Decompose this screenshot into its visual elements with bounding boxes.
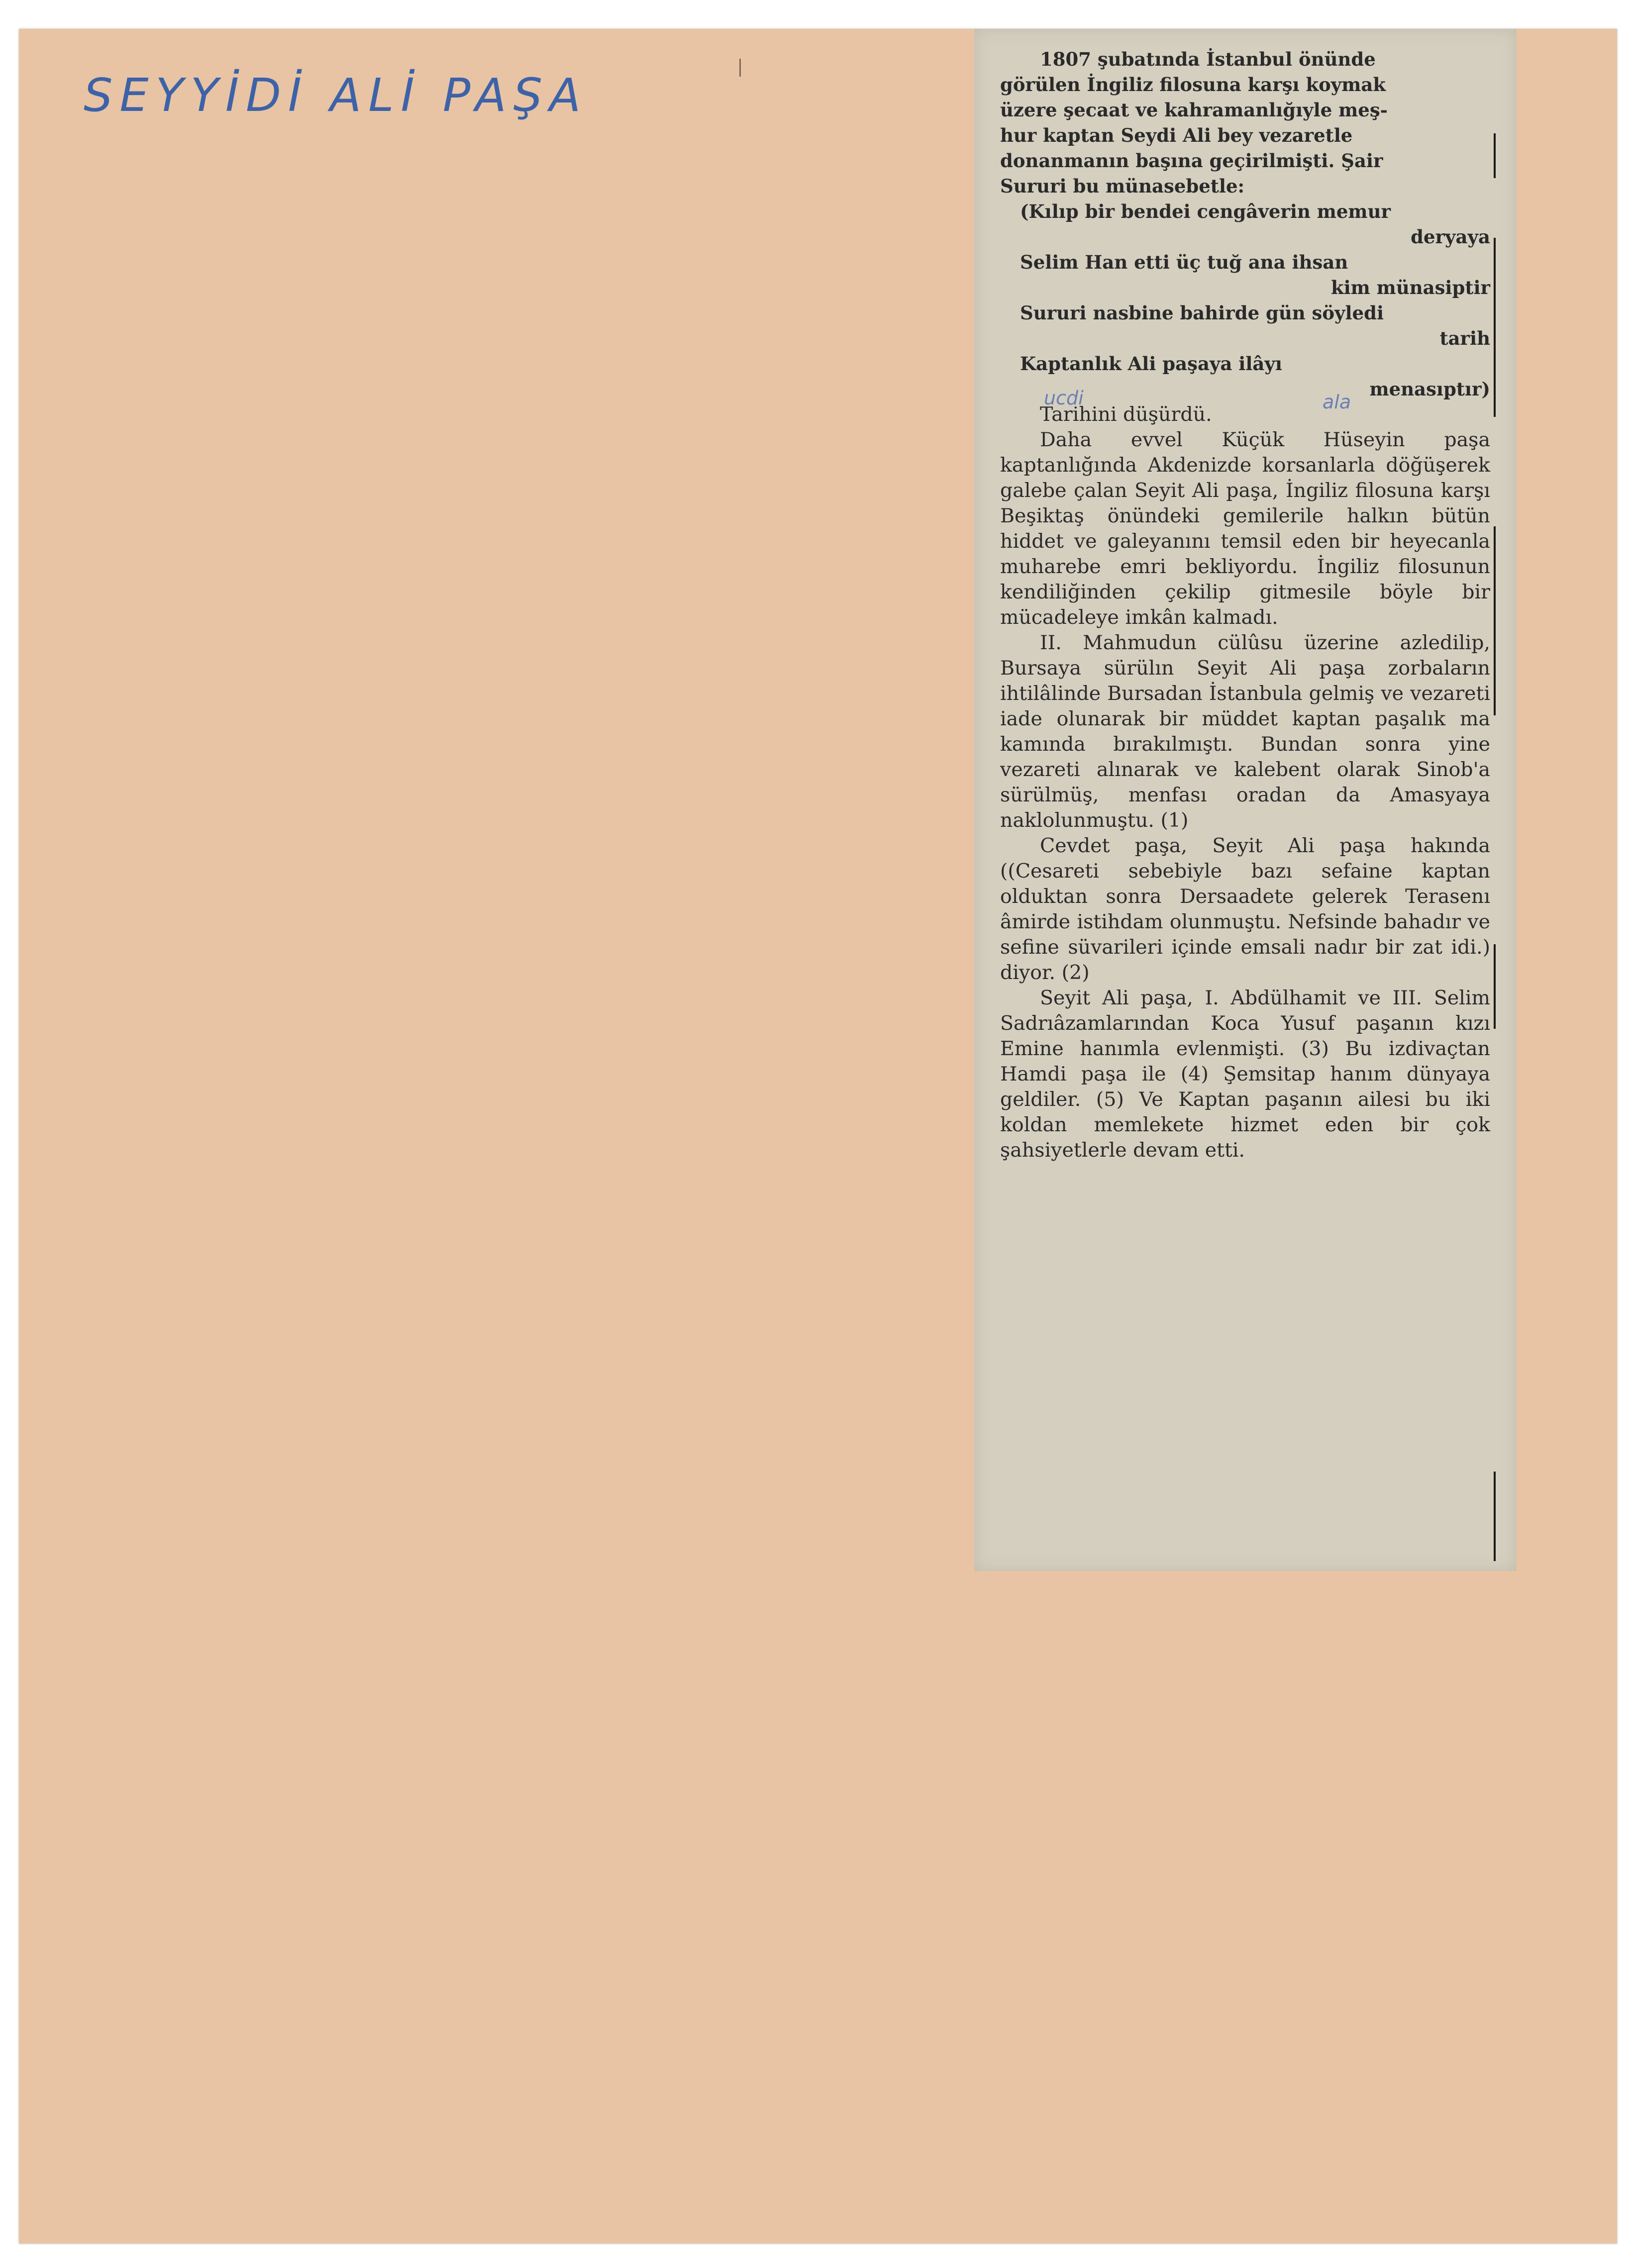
paragraph: Tarihini düşürdü. (1040, 403, 1212, 426)
verse-line: tarih (1439, 327, 1490, 349)
paragraph: II. Mahmudun cülûsu üzerine azledilip, Bursaya sürülın Seyit Ali paşa zorbaların ihtilâlinde Bursadan İstanbula gelmiş ve vezareti iade olunarak bir müddet kaptan paşalık ma kamında bırakılmıştı. Bundan sonra yine vezareti alınarak ve kalebent olarak Sinob'a sürülmüş, menfası oradan da Amasyaya naklolunmuştu. (1) (1000, 631, 1490, 832)
column-rule (1494, 133, 1496, 178)
verse-line: menasıptır) (1369, 378, 1490, 400)
verse-line: Sururi nasbine bahirde gün söyledi (1020, 302, 1384, 324)
clip-line: donanmanın başına geçirilmişti. Şair (1000, 150, 1383, 172)
column-rule (1494, 1472, 1496, 1561)
verse-line: kim münasiptir (1330, 277, 1490, 298)
clip-line: hur kaptan Seydi Ali bey vezaretle (1000, 124, 1353, 146)
clip-line: görülen İngiliz filosuna karşı koymak (1000, 74, 1386, 96)
handwritten-note: ucdi (1044, 387, 1084, 409)
handwritten-note: ala (1323, 391, 1351, 413)
paragraph: Seyit Ali paşa, I. Abdülhamit ve III. Selim Sadrıâzamlarından Koca Yusuf paşanın kızı Emine hanımla evlenmişti. (3) Bu izdivaçtan Hamdi paşa ile (4) Şemsitap hanım dünyaya geldiler. (5) Ve Kaptan paşanın ailesi bu iki koldan memlekete hizmet eden bir çok şahsiyetlerle devam etti. (1000, 986, 1490, 1162)
verse-line: Selim Han etti üç tuğ ana ihsan (1020, 251, 1348, 273)
document-page (19, 29, 1617, 2244)
verse-line: Kaptanlık Ali paşaya ilâyı (1020, 353, 1282, 375)
paragraph: Daha evvel Küçük Hüseyin paşa kaptanlığında Akdenizde korsanlarla döğüşerek galebe çalan Seyit Ali paşa, İngiliz filosuna karşı Beşiktaş önündeki gemilerile halkın bütün hiddet ve galeyanını temsil eden bir heyecanla muharebe emri bekliyordu. İngiliz filosunun kendiliğinden çekilip gitmesile böyle bir mücadeleye imkân kalmadı. (1000, 428, 1490, 629)
newspaper-clipping (974, 29, 1517, 1571)
handwritten-title: SEYYİDİ ALİ PAŞA (84, 69, 588, 122)
margin-tick (739, 59, 741, 77)
verse-line: (Kılıp bir bendei cengâverin memur (1020, 200, 1391, 222)
verse-line: deryaya (1411, 226, 1490, 248)
clip-line: üzere şecaat ve kahramanlığıyle meş- (1000, 99, 1388, 121)
column-rule (1494, 238, 1496, 417)
clip-line: 1807 şubatında İstanbul önünde (1040, 48, 1376, 70)
column-rule (1494, 526, 1496, 715)
column-rule (1494, 944, 1496, 1029)
clip-line: Sururi bu münasebetle: (1000, 175, 1245, 197)
paragraph: Cevdet paşa, Seyit Ali paşa hakında ((Cesareti sebebiyle bazı sefaine kaptan olduktan sonra Dersaadete gelerek Terasenı âmirde istihdam olunmuştu. Nefsinde bahadır ve sefine süvarileri içinde emsali nadır bir zat idi.) diyor. (2) (1000, 834, 1490, 984)
clipping-text (1000, 47, 1490, 1163)
